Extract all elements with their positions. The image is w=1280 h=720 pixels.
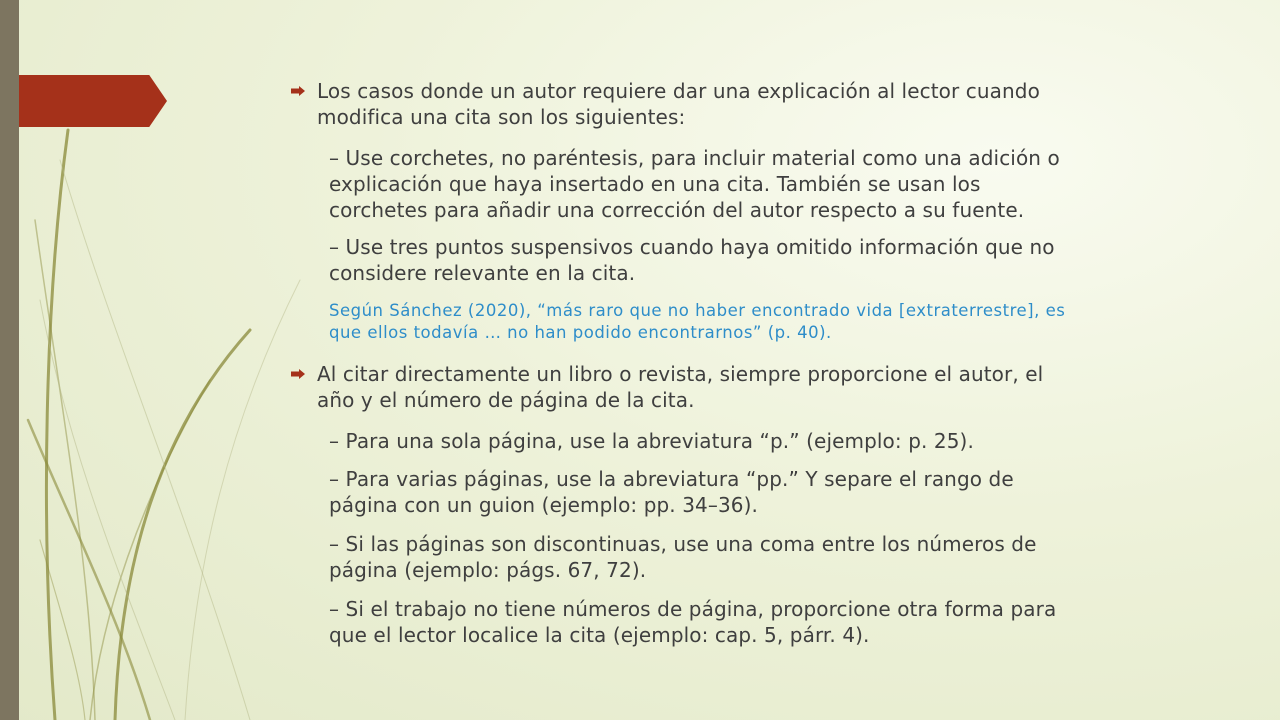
sub2-line2: considere relevante en la cita. [329,261,636,285]
quote-line1: Según Sánchez (2020), “más raro que no haber encontrado vida [extraterrestre], es [329,301,1066,320]
sub2-line1: – Use tres puntos suspensivos cuando haya omitido información que no [329,235,1055,259]
bullet1-text [317,78,1040,130]
bullet2-text [317,361,1043,413]
bullet1-line2: modifica una cita son los siguientes: [317,105,686,129]
sub-item-ellipsis [329,234,1055,286]
sub-item-single-page [329,428,974,454]
sub1-line1: – Use corchetes, no paréntesis, para incluir material como una adición o [329,146,1060,170]
sub-item-no-page-numbers [329,596,1056,648]
bullet1-line1: Los casos donde un autor requiere dar una explicación al lector cuando [317,79,1040,103]
arrow-bullet-icon [291,86,305,96]
sub-item-brackets [329,145,1060,223]
quote-line2: que ellos todavía … no han podido encontrarnos” (p. 40). [329,323,832,342]
sub4-line1: – Para varias páginas, use la abreviatura “pp.” Y separe el rango de [329,467,1014,491]
sub1-line2: explicación que haya insertado en una cita. También se usan los [329,172,981,196]
sub4-line2: página con un guion (ejemplo: pp. 34–36). [329,493,758,517]
sub5-line1: – Si las páginas son discontinuas, use una coma entre los números de [329,532,1037,556]
sub3-line1: – Para una sola página, use la abreviatura “p.” (ejemplo: p. 25). [329,429,974,453]
sub5-line2: página (ejemplo: págs. 67, 72). [329,558,647,582]
sub1-line3: corchetes para añadir una corrección del autor respecto a su fuente. [329,198,1025,222]
bullet2-line1: Al citar directamente un libro o revista, siempre proporcione el autor, el [317,362,1044,386]
sub6-line2: que el lector localice la cita (ejemplo: cap. 5, párr. 4). [329,623,870,647]
sub-item-multiple-pages [329,466,1014,518]
bullet2-line2: año y el número de página de la cita. [317,388,695,412]
arrow-bullet-icon [291,369,305,379]
sub6-line1: – Si el trabajo no tiene números de página, proporcione otra forma para [329,597,1057,621]
sub-item-discontinuous-pages [329,531,1037,583]
example-quote [329,300,1065,344]
